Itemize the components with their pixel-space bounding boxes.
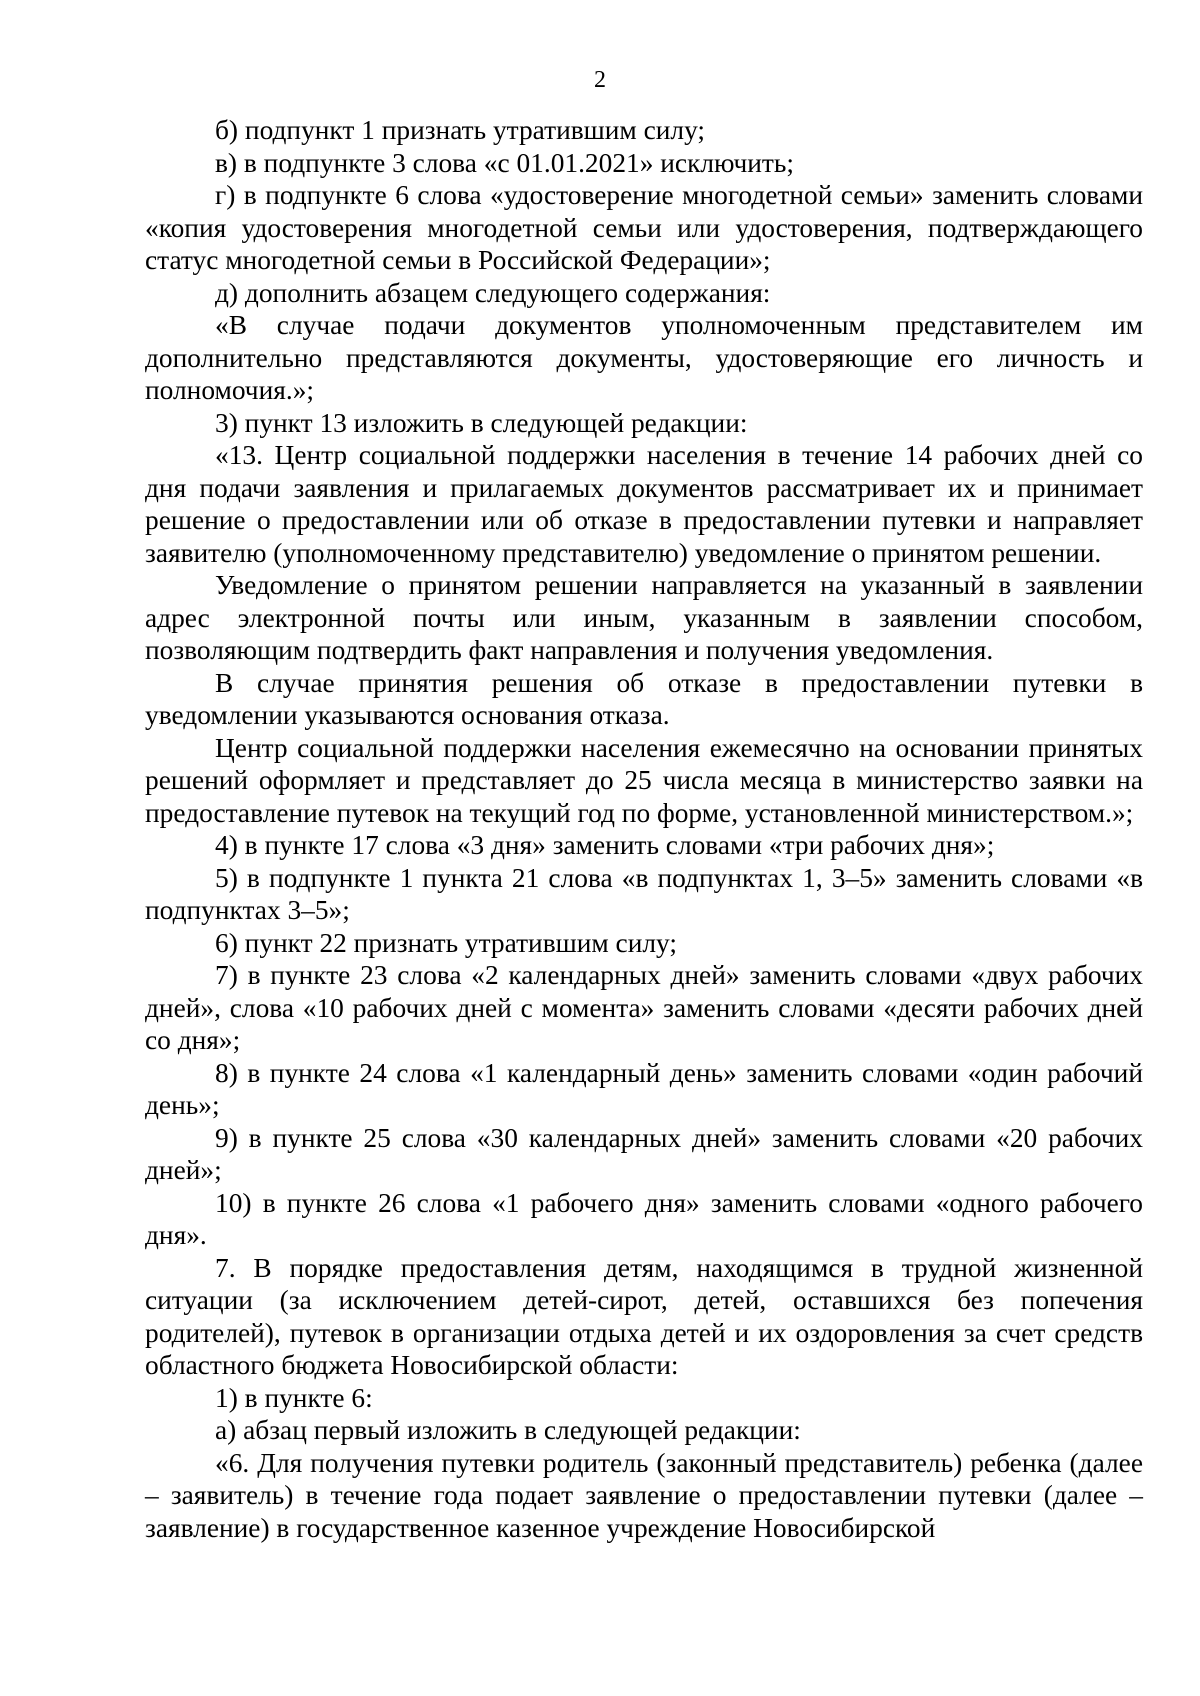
- paragraph: «6. Для получения путевки родитель (законный представитель) ребенка (далее – заявитель) в течение года подает заявление о предоставлении путевки (далее – заявление) в государственное казенное учреждение Новосибирской: [145, 1447, 1143, 1543]
- paragraph: 7) в пункте 23 слова «2 календарных дней» заменить словами «двух рабочих дней», слова «10 рабочих дней с момента» заменить словами «десяти рабочих дней со дня»;: [145, 960, 1143, 1055]
- document-body: [145, 114, 1143, 1544]
- paragraph: 6) пункт 22 признать утратившим силу;: [215, 927, 677, 958]
- paragraph: б) подпункт 1 признать утратившим силу;: [215, 115, 706, 145]
- page-number: 2: [594, 67, 606, 93]
- paragraph: а) абзац первый изложить в следующей редакции:: [215, 1415, 801, 1445]
- paragraph: 4) в пункте 17 слова «3 дня» заменить словами «три рабочих дня»;: [215, 830, 995, 860]
- paragraph: г) в подпункте 6 слова «удостоверение многодетной семьи» заменить словами «копия удостоверения многодетной семьи или удостоверения, подтверждающего статус многодетной семьи в Российской Федерации»;: [145, 180, 1143, 275]
- paragraph: 1) в пункте 6:: [215, 1382, 373, 1413]
- paragraph: «13. Центр социальной поддержки населения в течение 14 рабочих дней со дня подачи заявления и прилагаемых документов рассматривает их и принимает решение о предоставлении или об отказе в предоставлении путевки и направляет заявителю (уполномоченному представителю) уведомление о принятом решении.: [145, 440, 1143, 568]
- paragraph: 3) пункт 13 изложить в следующей редакции:: [215, 407, 748, 438]
- paragraph: «В случае подачи документов уполномоченным представителем им дополнительно представляются документы, удостоверяющие его личность и полномочия.»;: [145, 310, 1143, 405]
- paragraph: 10) в пункте 26 слова «1 рабочего дня» заменить словами «одного рабочего дня».: [145, 1187, 1143, 1250]
- paragraph: Центр социальной поддержки населения ежемесячно на основании принятых решений оформляет и представляет до 25 числа месяца в министерство заявки на предоставление путевок на текущий год по форме, установленной министерством.»;: [145, 732, 1143, 828]
- paragraph: 9) в пункте 25 слова «30 календарных дней» заменить словами «20 рабочих дней»;: [145, 1122, 1143, 1185]
- paragraph: 7. В порядке предоставления детям, находящимся в трудной жизненной ситуации (за исключением детей-сирот, детей, оставшихся без попечения родителей), путевок в организации отдыха детей и их оздоровления за счет средств областного бюджета Новосибирской области:: [145, 1252, 1143, 1380]
- paragraph: д) дополнить абзацем следующего содержания:: [215, 277, 771, 308]
- paragraph: 8) в пункте 24 слова «1 календарный день» заменить словами «один рабочий день»;: [145, 1057, 1143, 1120]
- paragraph: Уведомление о принятом решении направляется на указанный в заявлении адрес электронной почты или иным, указанным в заявлении способом, позволяющим подтвердить факт направления и получения уведомления.: [145, 570, 1143, 665]
- paragraph: в) в подпункте 3 слова «с 01.01.2021» исключить;: [215, 147, 794, 178]
- paragraph: В случае принятия решения об отказе в предоставлении путевки в уведомлении указываются основания отказа.: [145, 667, 1143, 730]
- paragraph: 5) в подпункте 1 пункта 21 слова «в подпунктах 1, 3–5» заменить словами «в подпунктах 3–5»;: [145, 862, 1143, 925]
